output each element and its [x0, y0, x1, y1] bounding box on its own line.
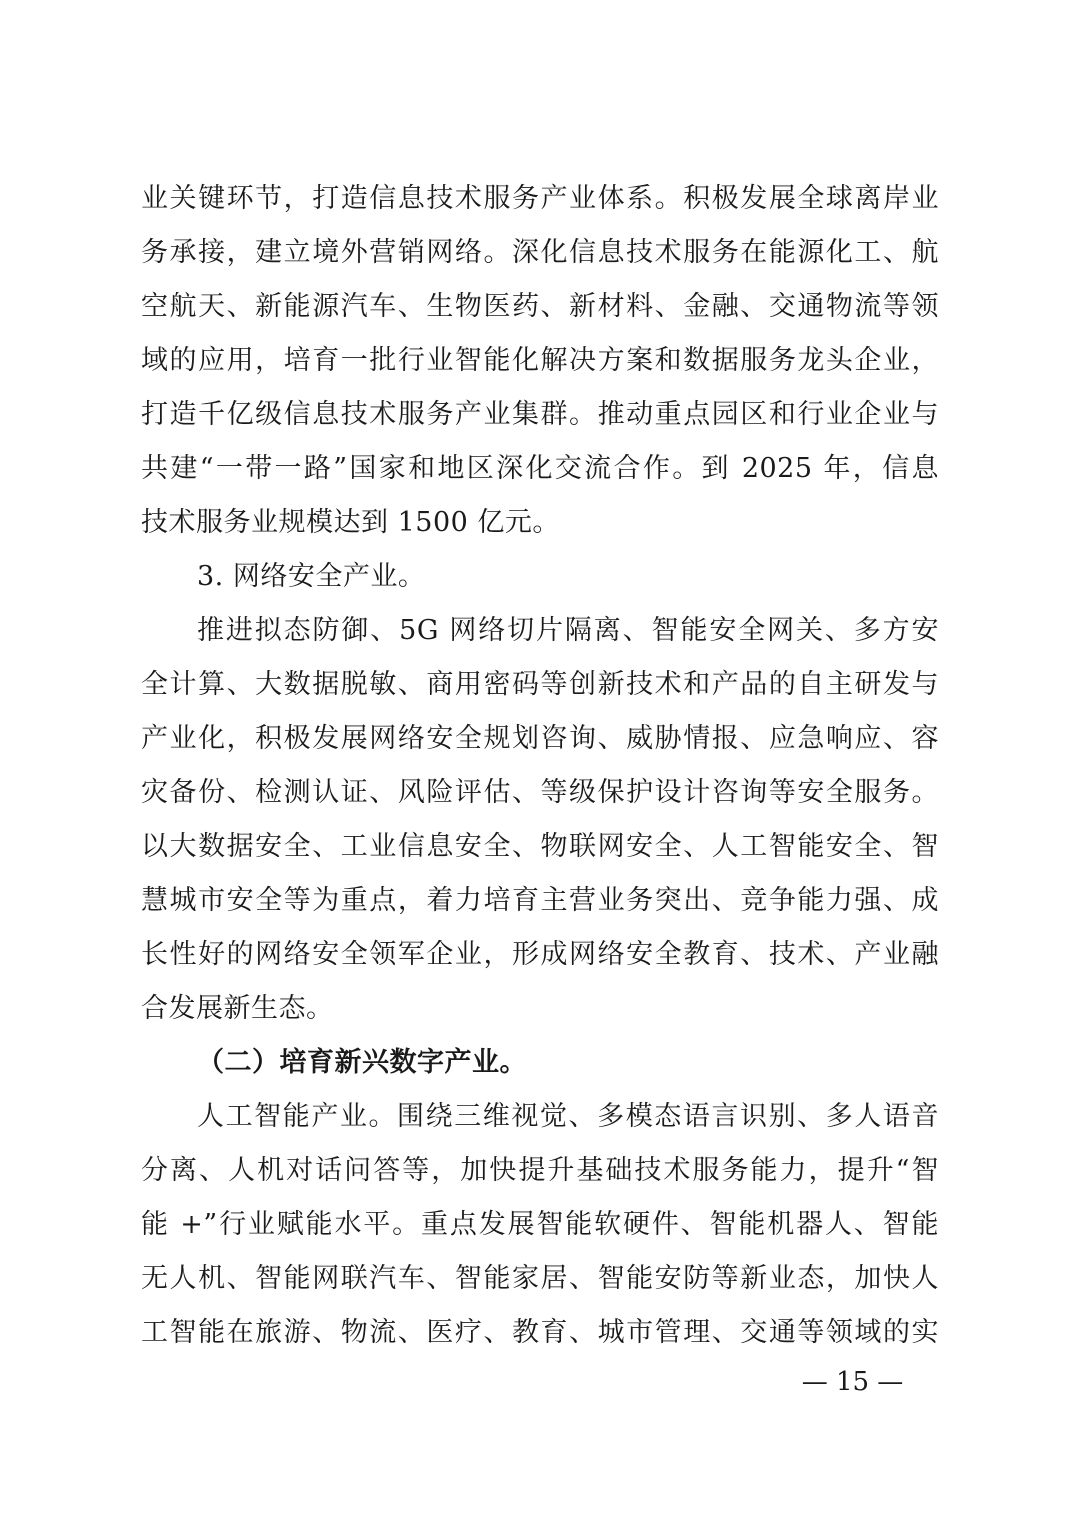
- body-text-line: 空航天、新能源汽车、生物医药、新材料、金融、交通物流等领: [141, 291, 939, 322]
- body-text-line: 共建“一带一路”国家和地区深化交流合作。到 2025 年，信息: [141, 453, 939, 484]
- body-text-line: 能 +”行业赋能水平。重点发展智能软硬件、智能机器人、智能: [141, 1209, 939, 1240]
- body-text-line: 工智能在旅游、物流、医疗、教育、城市管理、交通等领域的实: [141, 1317, 939, 1348]
- body-text-line: 慧城市安全等为重点，着力培育主营业务突出、竞争能力强、成: [141, 885, 939, 916]
- page-number: — 15 —: [801, 1367, 904, 1397]
- paragraph-first-line: 推进拟态防御、5G 网络切片隔离、智能安全网关、多方安: [197, 615, 939, 646]
- body-text-line: 产业化，积极发展网络安全规划咨询、威胁情报、应急响应、容: [141, 723, 939, 754]
- body-text-line: 全计算、大数据脱敏、商用密码等创新技术和产品的自主研发与: [141, 669, 939, 700]
- section-heading: （二）培育新兴数字产业。: [197, 1047, 527, 1078]
- body-text-line: 长性好的网络安全领军企业，形成网络安全教育、技术、产业融: [141, 939, 939, 970]
- section-heading: 3. 网络安全产业。: [197, 561, 426, 592]
- body-text-line: 合发展新生态。: [141, 993, 334, 1024]
- body-text-line: 灾备份、检测认证、风险评估、等级保护设计咨询等安全服务。: [141, 777, 939, 808]
- body-text-line: 以大数据安全、工业信息安全、物联网安全、人工智能安全、智: [141, 831, 939, 862]
- paragraph-first-line: 人工智能产业。围绕三维视觉、多模态语言识别、多人语音: [197, 1101, 939, 1132]
- body-text-line: 技术服务业规模达到 1500 亿元。: [141, 507, 560, 538]
- body-text-line: 务承接，建立境外营销网络。深化信息技术服务在能源化工、航: [141, 237, 939, 268]
- body-text-line: 分离、人机对话问答等，加快提升基础技术服务能力，提升“智: [141, 1155, 939, 1186]
- body-text-line: 打造千亿级信息技术服务产业集群。推动重点园区和行业企业与: [141, 399, 939, 430]
- body-text-line: 无人机、智能网联汽车、智能家居、智能安防等新业态，加快人: [141, 1263, 939, 1294]
- body-text-line: 业关键环节，打造信息技术服务产业体系。积极发展全球离岸业: [141, 183, 939, 214]
- body-text-line: 域的应用，培育一批行业智能化解决方案和数据服务龙头企业，: [141, 345, 939, 376]
